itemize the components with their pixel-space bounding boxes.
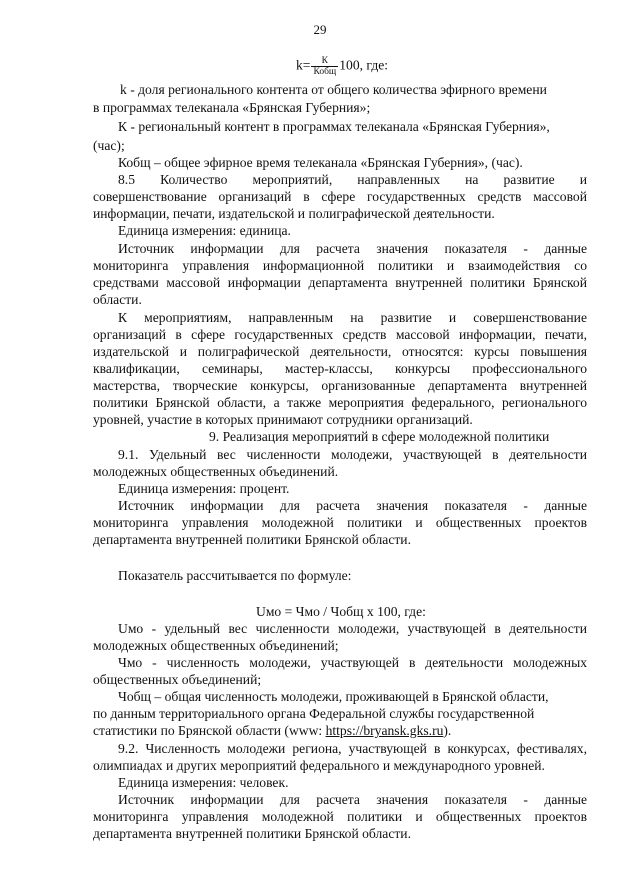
text-line: 9.2. Численность молодежи региона, участвующей в конкурсах, фестивалях, [118,741,587,756]
text-line: мониторинга управления молодежной политики и общественных проектов [93,809,587,824]
text-line: Единица измерения: человек. [118,775,289,790]
text-line: в программах телеканала «Брянская Губерния»; [93,100,371,115]
text-line: издательской и полиграфической деятельности, относятся: курсы повышения [93,344,587,359]
formula-k-fraction [311,56,338,77]
text-line: департамента внутренней политики Брянской области. [93,826,411,841]
formula-k-lhs: k= [296,57,311,73]
text-line: К - региональный контент в программах телеканала «Брянская Губерния», [118,119,550,134]
formula-u: Uмо = Чмо / Чобщ х 100, где: [256,604,426,619]
text-line: совершенствование организаций в сфере государственных средств массовой [93,189,587,204]
text-line: политики Брянской области, а также мероприятия федерального, регионального [93,395,587,410]
text-line: олимпиадах и других мероприятий федерального и международного уровней. [93,758,545,773]
text-line: мониторинга управления информационной политики и взаимодействия со [93,258,587,273]
text-line: Чмо - численность молодежи, участвующей в деятельности молодежных [118,655,587,670]
text-line: Единица измерения: процент. [118,481,290,496]
text-line: (час); [93,138,125,153]
text-line: Uмо - удельный вес численности молодежи, участвующей в деятельности [118,621,587,636]
text-line: уровней, участие в которых принимают сотрудники организаций. [93,412,473,427]
text-span: статистики по Брянской области (www: [93,723,326,738]
gks-link[interactable]: https://bryansk.gks.ru [325,723,444,738]
text-line: Источник информации для расчета значения показателя - данные [118,241,587,256]
text-line: молодежных общественных объединений; [93,638,339,653]
text-line: К мероприятиям, направленным на развитие и совершенствование [118,310,587,325]
section-heading: 9. Реализация мероприятий в сфере молодежной политики [209,429,550,444]
text-line: Кобщ – общее эфирное время телеканала «Брянская Губерния», (час). [118,155,523,170]
text-line: информации, печати, издательской и полиграфической деятельности. [93,206,495,221]
text-line: мониторинга управления молодежной политики и общественных проектов [93,515,587,530]
text-line: 8.5 Количество мероприятий, направленных на развитие и [118,172,587,187]
text-line: организаций в сфере государственных средств массовой информации, печати, [93,327,587,342]
text-line: 9.1. Удельный вес численности молодежи, участвующей в деятельности [118,447,587,462]
text-line: Источник информации для расчета значения показателя - данные [118,498,587,513]
formula-k-denominator: Кобщ [313,67,337,77]
text-line: молодежных общественных объединений. [93,464,339,479]
formula-k-rhs: 100, где: [339,57,389,73]
text-line: Источник информации для расчета значения показателя - данные [118,792,587,807]
text-line: области. [93,292,142,307]
text-line: общественных объединений; [93,672,262,687]
text-line: мастерства, творческие конкурсы, организованные департамента внутренней [93,378,587,393]
text-line: средствами массовой информации департамента внутренней политики Брянской [93,275,587,290]
text-line: Показатель рассчитывается по формуле: [118,568,352,583]
formula-k [296,56,388,77]
text-line: квалификации, семинары, мастер-классы, конкурсы профессионального [93,361,587,376]
text-line: k - доля регионального контента от общего количества эфирного времени [120,82,547,97]
text-line: Чобщ – общая численность молодежи, проживающей в Брянской области, [118,689,549,704]
text-line: Единица измерения: единица. [118,223,291,238]
text-line: департамента внутренней политики Брянской области. [93,532,411,547]
page-number: 29 [313,22,327,37]
text-line [93,723,451,739]
text-line: по данным территориального органа Федеральной службы государственной [93,706,535,721]
text-span: ). [443,723,452,738]
formula-k-numerator: К [311,56,338,67]
